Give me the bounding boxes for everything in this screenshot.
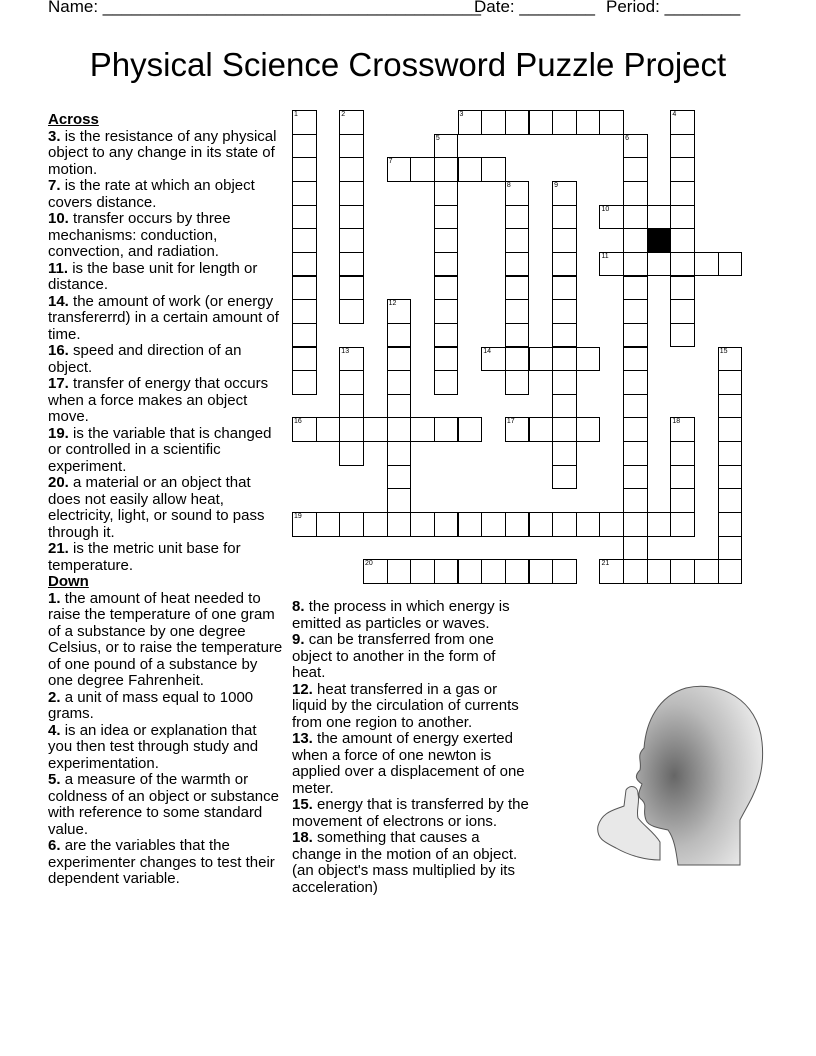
clue-number: 21. [48, 540, 69, 557]
grid-cell[interactable] [623, 205, 648, 230]
cell-number: 15 [719, 347, 728, 355]
grid-cell[interactable] [718, 465, 743, 490]
grid-cell[interactable] [458, 157, 483, 182]
down-clue [292, 632, 532, 682]
clue-text: a material or an object that does not easily allow heat, electricity, light, or sound to pass through it. [48, 474, 265, 541]
grid-cell[interactable] [552, 276, 577, 301]
date-field[interactable]: Date: ________ [474, 0, 595, 16]
clue-number: 5. [48, 771, 61, 788]
grid-cell[interactable] [623, 181, 648, 206]
down-clue [292, 830, 532, 896]
grid-cell[interactable] [292, 323, 317, 348]
grid-cell[interactable] [599, 205, 624, 230]
grid-cell[interactable] [670, 181, 695, 206]
grid-cell[interactable] [339, 205, 364, 230]
cell-number: 10 [601, 205, 610, 213]
grid-cell[interactable] [623, 559, 648, 584]
cell-number: 8 [506, 181, 511, 189]
grid-cell[interactable] [670, 228, 695, 253]
grid-cell[interactable] [387, 299, 412, 324]
grid-cell[interactable] [623, 157, 648, 182]
down-clues-continued [292, 599, 532, 896]
grid-cell[interactable] [339, 370, 364, 395]
grid-cell[interactable] [718, 417, 743, 442]
down-clue [292, 682, 532, 732]
across-heading: Across [48, 111, 99, 128]
grid-cell[interactable] [292, 276, 317, 301]
grid-cell[interactable] [552, 299, 577, 324]
clue-number: 16. [48, 342, 69, 359]
grid-cell[interactable] [647, 559, 672, 584]
cell-number: 14 [483, 347, 491, 355]
grid-cell[interactable] [599, 559, 624, 584]
clue-text: is the resistance of any physical object to any change in its state of motion. [48, 127, 277, 178]
grid-cell[interactable] [718, 536, 743, 561]
cell-number: 16 [294, 418, 302, 426]
grid-cell[interactable] [623, 417, 648, 442]
grid-cell[interactable] [292, 110, 317, 135]
grid-cell[interactable] [552, 465, 577, 490]
across-clue [48, 211, 284, 261]
grid-cell[interactable] [363, 512, 388, 537]
clue-text: heat transferred in a gas or liquid by the circulation of currents from one region to another. [292, 680, 519, 731]
grid-cell[interactable] [387, 488, 412, 513]
clue-text: is the variable that is changed or controlled in a scientific experiment. [48, 424, 272, 475]
grid-cell[interactable] [670, 512, 695, 537]
down-heading: Down [48, 573, 89, 590]
grid-cell[interactable] [505, 347, 530, 372]
clue-text: transfer of energy that occurs when a force makes an object move. [48, 375, 269, 425]
grid-cell[interactable] [670, 299, 695, 324]
grid-cell[interactable] [552, 323, 577, 348]
cell-number: 13 [341, 347, 350, 355]
clue-number: 7. [48, 177, 61, 194]
grid-cell[interactable] [718, 559, 743, 584]
grid-cell[interactable] [387, 323, 412, 348]
cell-number: 12 [388, 300, 397, 308]
grid-cell[interactable] [552, 110, 577, 135]
grid-cell[interactable] [505, 205, 530, 230]
grid-cell[interactable] [670, 323, 695, 348]
grid-cell[interactable] [410, 512, 435, 537]
grid-cell[interactable] [552, 205, 577, 230]
grid-cell[interactable] [434, 323, 459, 348]
grid-cell[interactable] [481, 347, 506, 372]
grid-cell[interactable] [718, 394, 743, 419]
cell-number: 5 [435, 134, 440, 142]
grid-cell[interactable] [552, 370, 577, 395]
grid-cell[interactable] [481, 512, 506, 537]
cell-number: 7 [388, 158, 393, 166]
grid-cell[interactable] [505, 512, 530, 537]
grid-cell[interactable] [434, 299, 459, 324]
cell-number: 18 [672, 418, 681, 426]
cell-number: 20 [364, 560, 373, 568]
grid-cell[interactable] [670, 276, 695, 301]
grid-cell[interactable] [292, 370, 317, 395]
grid-cell[interactable] [694, 559, 719, 584]
thinking-head-illustration [590, 660, 770, 880]
grid-cell[interactable] [292, 157, 317, 182]
grid-cell[interactable] [623, 488, 648, 513]
clue-number: 19. [48, 424, 69, 442]
cell-number: 2 [341, 111, 346, 118]
grid-cell[interactable] [387, 370, 412, 395]
grid-cell[interactable] [599, 252, 624, 277]
across-clue [48, 261, 284, 294]
grid-cell[interactable] [339, 110, 364, 135]
grid-cell[interactable] [387, 559, 412, 584]
grid-cell[interactable] [434, 559, 459, 584]
clue-text: is the rate at which an object covers distance. [48, 177, 255, 211]
clue-number: 6. [48, 837, 61, 854]
clue-number: 1. [48, 589, 61, 607]
clue-number: 11. [48, 259, 69, 277]
grid-cell[interactable] [529, 512, 554, 537]
grid-cell[interactable] [339, 299, 364, 324]
grid-cell[interactable] [339, 228, 364, 253]
grid-cell[interactable] [434, 276, 459, 301]
grid-cell[interactable] [434, 252, 459, 277]
grid-cell[interactable] [505, 228, 530, 253]
grid-cell[interactable] [481, 559, 506, 584]
across-clue [48, 129, 284, 179]
grid-cell[interactable] [339, 276, 364, 301]
across-clue [48, 475, 284, 541]
grid-cell[interactable] [339, 441, 364, 466]
grid-cell[interactable] [363, 559, 388, 584]
grid-cell[interactable] [529, 559, 554, 584]
clue-number: 20. [48, 474, 69, 491]
grid-cell[interactable] [387, 441, 412, 466]
across-clue [48, 294, 284, 344]
clue-number: 10. [48, 210, 69, 227]
grid-cell[interactable] [647, 252, 672, 277]
clue-number: 12. [292, 680, 313, 698]
grid-cell[interactable] [292, 205, 317, 230]
grid-cell[interactable] [694, 252, 719, 277]
clue-text: a unit of mass equal to 1000 grams. [48, 688, 254, 722]
grid-cell[interactable] [434, 417, 459, 442]
clue-number: 8. [292, 598, 305, 615]
clue-number: 9. [292, 631, 305, 648]
grid-cell[interactable] [623, 394, 648, 419]
grid-cell[interactable] [576, 417, 601, 442]
grid-cell[interactable] [552, 181, 577, 206]
grid-cell[interactable] [718, 512, 743, 537]
down-clue [292, 599, 532, 632]
grid-cell[interactable] [505, 299, 530, 324]
grid-cell[interactable] [623, 370, 648, 395]
clue-text: is an idea or explanation that you then test through study and experimentation. [48, 721, 259, 772]
grid-cell[interactable] [458, 110, 483, 135]
down-clue [292, 797, 532, 830]
clue-text: can be transferred from one object to another in the form of heat. [292, 631, 496, 681]
cell-number: 6 [625, 134, 629, 142]
grid-cell[interactable] [576, 347, 601, 372]
grid-cell[interactable] [505, 181, 530, 206]
grid-cell[interactable] [292, 299, 317, 324]
grid-cell[interactable] [623, 276, 648, 301]
across-clue [48, 343, 284, 376]
clue-text: is the metric unit base for temperature. [48, 540, 241, 574]
grid-cell[interactable] [387, 394, 412, 419]
grid-cell[interactable] [434, 181, 459, 206]
clue-text: are the variables that the experimenter changes to test their dependent variable. [48, 837, 275, 887]
grid-cell[interactable] [292, 181, 317, 206]
grid-cell[interactable] [410, 417, 435, 442]
grid-cell[interactable] [505, 417, 530, 442]
grid-cell[interactable] [458, 512, 483, 537]
grid-cell[interactable] [505, 370, 530, 395]
clue-text: speed and direction of an object. [48, 342, 242, 376]
grid-cell[interactable] [552, 417, 577, 442]
grid-cell[interactable] [718, 370, 743, 395]
grid-cell[interactable] [718, 441, 743, 466]
cell-number: 1 [294, 111, 298, 118]
grid-cell[interactable] [339, 347, 364, 372]
grid-cell[interactable] [552, 228, 577, 253]
grid-cell[interactable] [529, 347, 554, 372]
down-clue [292, 731, 532, 797]
grid-cell[interactable] [623, 347, 648, 372]
grid-cell[interactable] [552, 252, 577, 277]
grid-cell[interactable] [552, 394, 577, 419]
grid-cell[interactable] [387, 512, 412, 537]
grid-cell[interactable] [387, 157, 412, 182]
black-cell [647, 228, 672, 253]
grid-cell[interactable] [339, 417, 364, 442]
clue-text: the process in which energy is emitted as particles or waves. [292, 598, 510, 632]
grid-cell[interactable] [434, 370, 459, 395]
clue-text: is the base unit for length or distance. [48, 259, 258, 293]
down-clue [48, 838, 284, 888]
grid-cell[interactable] [434, 157, 459, 182]
cell-number: 9 [554, 181, 559, 189]
clue-text: energy that is transferred by the movement of electrons or ions. [292, 796, 529, 830]
grid-cell[interactable] [481, 157, 506, 182]
grid-cell[interactable] [718, 252, 743, 277]
grid-cell[interactable] [670, 465, 695, 490]
cell-number: 11 [601, 252, 609, 260]
grid-cell[interactable] [292, 417, 317, 442]
cell-number: 17 [506, 418, 515, 426]
grid-cell[interactable] [552, 347, 577, 372]
grid-cell[interactable] [623, 465, 648, 490]
clue-text: the amount of heat needed to raise the temperature of one gram of a substance by one degree Celsius, or to raise the temperature of one pound of a substance by one degree Fahrenheit. [48, 589, 283, 689]
grid-cell[interactable] [670, 157, 695, 182]
grid-cell[interactable] [505, 252, 530, 277]
cell-number: 19 [294, 513, 302, 521]
grid-cell[interactable] [670, 205, 695, 230]
grid-cell[interactable] [434, 512, 459, 537]
clue-number: 4. [48, 721, 61, 739]
across-clue [48, 541, 284, 574]
down-clue [48, 591, 284, 690]
grid-cell[interactable] [505, 559, 530, 584]
across-clues [48, 112, 284, 888]
grid-cell[interactable] [647, 512, 672, 537]
grid-cell[interactable] [623, 512, 648, 537]
grid-cell[interactable] [552, 441, 577, 466]
grid-cell[interactable] [292, 134, 317, 159]
grid-cell[interactable] [647, 205, 672, 230]
grid-cell[interactable] [410, 559, 435, 584]
down-clue [48, 723, 284, 773]
grid-cell[interactable] [505, 323, 530, 348]
grid-cell[interactable] [481, 110, 506, 135]
grid-cell[interactable] [670, 110, 695, 135]
name-field[interactable]: Name: ________________________________________ [48, 0, 481, 16]
grid-cell[interactable] [339, 134, 364, 159]
grid-cell[interactable] [339, 394, 364, 419]
clue-text: a measure of the warmth or coldness of an object or substance with reference to some standard value. [48, 771, 279, 838]
grid-cell[interactable] [387, 465, 412, 490]
grid-cell[interactable] [599, 512, 624, 537]
grid-cell[interactable] [623, 323, 648, 348]
grid-cell[interactable] [505, 276, 530, 301]
page-title: Physical Science Crossword Puzzle Project [89, 46, 727, 83]
clue-number: 3. [48, 127, 61, 145]
cell-number: 3 [459, 111, 464, 118]
grid-cell[interactable] [339, 512, 364, 537]
across-clue [48, 178, 284, 211]
grid-cell[interactable] [292, 228, 317, 253]
grid-cell[interactable] [670, 134, 695, 159]
grid-cell[interactable] [670, 559, 695, 584]
grid-cell[interactable] [434, 347, 459, 372]
grid-cell[interactable] [316, 512, 341, 537]
grid-cell[interactable] [623, 299, 648, 324]
grid-cell[interactable] [434, 205, 459, 230]
grid-cell[interactable] [410, 157, 435, 182]
grid-cell[interactable] [670, 252, 695, 277]
grid-cell[interactable] [718, 347, 743, 372]
grid-cell[interactable] [576, 110, 601, 135]
grid-cell[interactable] [434, 134, 459, 159]
grid-cell[interactable] [623, 536, 648, 561]
clue-number: 18. [292, 829, 313, 846]
cell-number: 21 [601, 560, 610, 568]
clue-number: 15. [292, 796, 313, 813]
cell-number: 4 [672, 111, 677, 118]
grid-cell[interactable] [552, 559, 577, 584]
grid-cell[interactable] [623, 134, 648, 159]
grid-cell[interactable] [552, 512, 577, 537]
grid-cell[interactable] [623, 252, 648, 277]
grid-cell[interactable] [718, 488, 743, 513]
grid-cell[interactable] [363, 417, 388, 442]
grid-cell[interactable] [623, 228, 648, 253]
down-clue [48, 690, 284, 723]
grid-cell[interactable] [292, 347, 317, 372]
clue-text: transfer occurs by three mechanisms: conduction, convection, and radiation. [48, 210, 231, 260]
grid-cell[interactable] [387, 347, 412, 372]
clue-text: the amount of work (or energy transfererrd) in a certain amount of time. [48, 292, 279, 343]
grid-cell[interactable] [576, 512, 601, 537]
clue-number: 2. [48, 688, 61, 706]
period-field[interactable]: Period: ________ [606, 0, 741, 16]
grid-cell[interactable] [670, 488, 695, 513]
grid-cell[interactable] [529, 110, 554, 135]
grid-cell[interactable] [623, 441, 648, 466]
grid-cell[interactable] [505, 110, 530, 135]
grid-cell[interactable] [670, 417, 695, 442]
down-clue [48, 772, 284, 838]
across-clue [48, 426, 284, 476]
grid-cell[interactable] [339, 181, 364, 206]
grid-cell[interactable] [339, 157, 364, 182]
grid-cell[interactable] [292, 512, 317, 537]
clue-number: 14. [48, 292, 69, 310]
grid-cell[interactable] [529, 417, 554, 442]
clue-number: 13. [292, 730, 313, 747]
grid-cell[interactable] [670, 441, 695, 466]
grid-cell[interactable] [316, 417, 341, 442]
clue-number: 17. [48, 375, 69, 392]
grid-cell[interactable] [458, 559, 483, 584]
grid-cell[interactable] [292, 252, 317, 277]
clue-text: the amount of energy exerted when a force of one newton is applied over a displacement of one meter. [292, 730, 525, 797]
across-clue [48, 376, 284, 426]
grid-cell[interactable] [434, 228, 459, 253]
clue-text: something that causes a change in the motion of an object. (an object's mass multiplied by its acceleration) [292, 829, 518, 896]
grid-cell[interactable] [599, 110, 624, 135]
grid-cell[interactable] [458, 417, 483, 442]
grid-cell[interactable] [339, 252, 364, 277]
grid-cell[interactable] [387, 417, 412, 442]
